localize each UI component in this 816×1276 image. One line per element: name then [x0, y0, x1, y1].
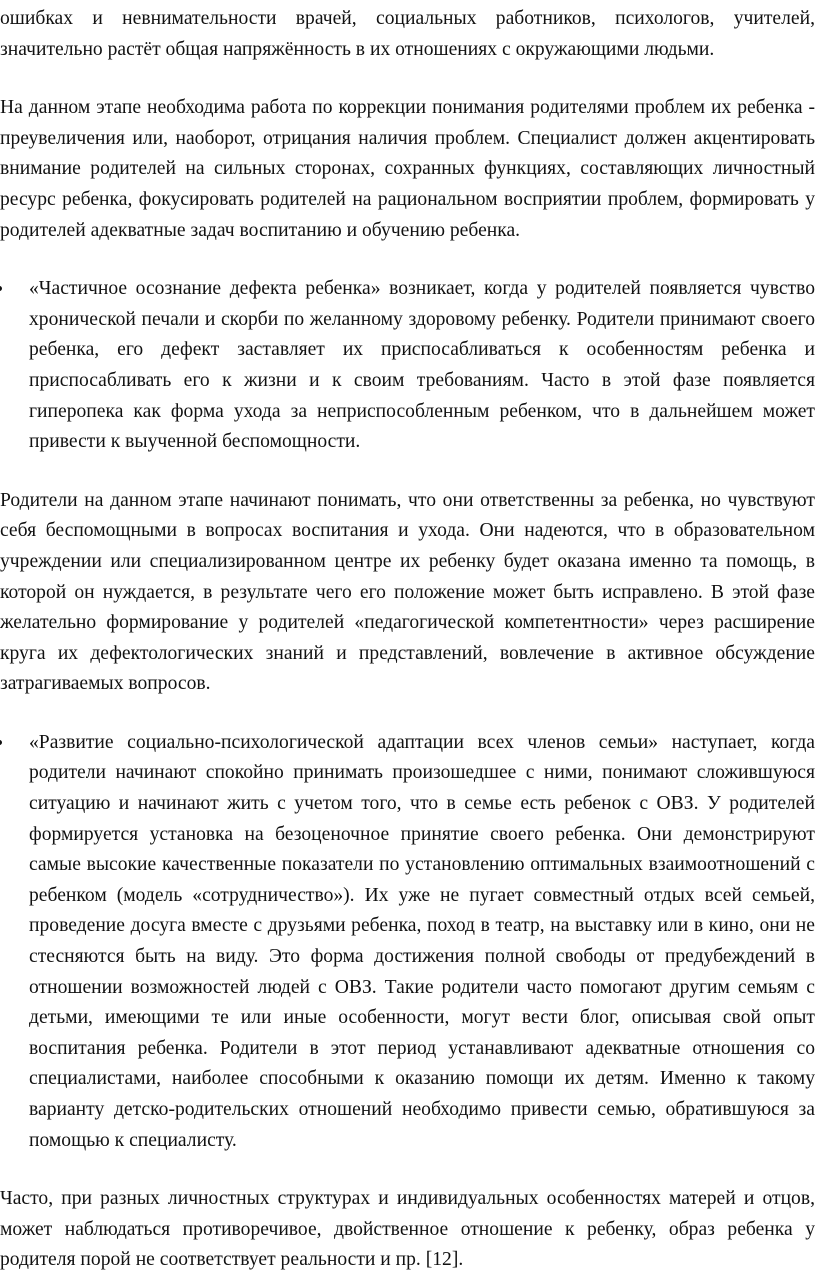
paragraph-continuation: ошибках и невнимательности врачей, социальных работников, психологов, учителей, значительно растёт общая напряжённость в их отношениях с окружающими людьми. [0, 8, 815, 60]
paragraph-spacer [0, 458, 815, 486]
paragraph-spacer [0, 1156, 815, 1184]
paragraph-parent-responsibility: Родители на данном этапе начинают понимать, что они ответственны за ребенка, но чувствуют себя беспомощными в вопросах воспитания и ухода. Они надеются, что в образовательном учреждении или специализированном центре их ребенку будет оказана именно та помощь, в которой он нуждается, в результате чего его положение может быть исправлено. В этой фазе желательно формирование у родителей «педагогической компетентности» через расширение круга их дефектологических знаний и представлений, вовлечение в активное обсуждение затрагиваемых вопросов. [0, 489, 815, 695]
paragraph-spacer [0, 65, 815, 93]
bullet-item-family-adaptation [0, 728, 815, 1156]
paragraph-spacer [0, 700, 815, 728]
bullet-item-partial-awareness [0, 274, 815, 458]
bullet-text: «Развитие социально-психологической адаптации всех членов семьи» наступает, когда родители начинают спокойно принимать произошедшее с ними, понимают сложившуюся ситуацию и начинают жить с учетом того, что в семье есть ребенок с ОВЗ. У родителей формируется установка на безоценочное принятие своего ребенка. Они демонстрируют самые высокие качественные показатели по установлению оптимальных взаимоотношений с ребенком (модель «сотрудничество»). Их уже не пугает совместный отдых всей семьей, проведение досуга вместе с друзьями ребенка, поход в театр, на выставку или в кино, они не стесняются быть на виду. Это форма достижения полной свободы от предубеждений в отношении возможностей людей с ОВЗ. Такие родители часто помогают другим семьям с детьми, имеющими те или иные особенности, могут вести блог, описывая свой опыт воспитания ребенка. Родители в этот период устанавливают адекватные отношения со специалистами, наиболее способными к оказанию помощи их детям. Именно к такому варианту детско-родительских отношений необходимо привести семью, обратившуюся за помощью к специалисту. [29, 731, 815, 1151]
paragraph-spacer [0, 246, 815, 274]
paragraph-ambivalent-attitude: Часто, при разных личностных структурах и индивидуальных особенностях матерей и отцов, может наблюдаться противоречивое, двойственное отношение к ребенку, образ ребенка у родителя порой не соответствует реальности и пр. [12]. [0, 1188, 815, 1271]
bullet-icon [0, 740, 2, 745]
bullet-icon [0, 286, 2, 291]
paragraph-correction-work: На данном этапе необходима работа по коррекции понимания родителями проблем их ребенка - преувеличения или, наоборот, отрицания наличия проблем. Специалист должен акцентировать внимание родителей на сильных сторонах, сохранных функциях, составляющих личностный ресурс ребенка, фокусировать родителей на рациональном восприятии проблем, формировать у родителей адекватные задач воспитанию и обучению ребенка. [0, 97, 815, 241]
bullet-text: «Частичное осознание дефекта ребенка» возникает, когда у родителей появляется чувство хронической печали и скорби по желанному здоровому ребенку. Родители принимают своего ребенка, его дефект заставляет их приспосабливаться к особенностям ребенка и приспосабливать его к жизни и к своим требованиям. Часто в этой фазе появляется гиперопека как форма ухода за неприспособленным ребенком, что в дальнейшем может привести к выученной беспомощности. [29, 278, 815, 453]
